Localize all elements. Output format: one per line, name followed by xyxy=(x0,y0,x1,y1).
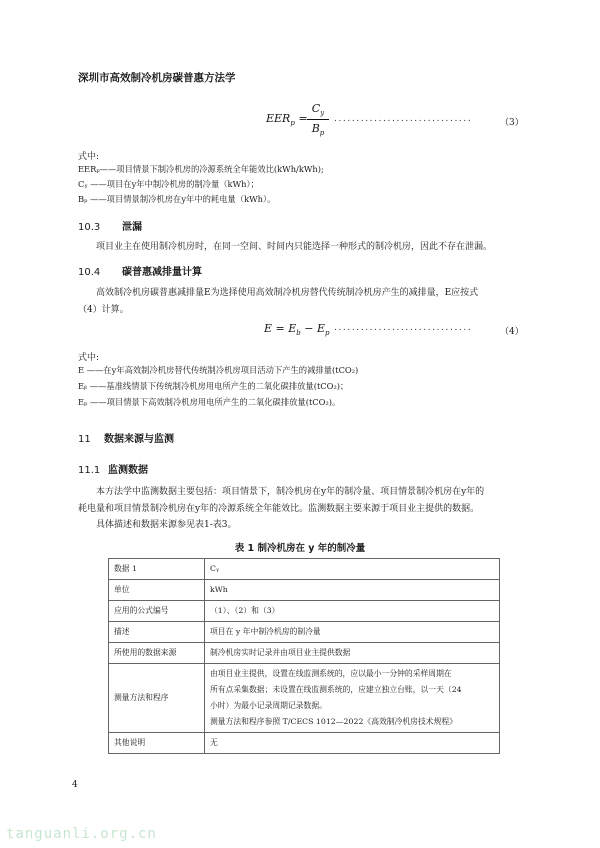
table-value: kWh xyxy=(205,580,500,601)
equation-3-dots: ............................... xyxy=(334,114,473,124)
equation-4: $E = E_b - E_p$ xyxy=(264,322,330,338)
where-line: Cᵧ ——项目在y年中制冷机房的制冷量（kWh）； xyxy=(78,179,259,189)
table-row xyxy=(109,664,500,733)
table-value: 制冷机房实时记录并由项目业主提供数据 xyxy=(205,643,500,664)
table-value-line: 测量方法和程序参照 T/CECS 1012—2022《高效制冷机房技术规程》 xyxy=(210,717,457,726)
equation-4-dots: ............................... xyxy=(334,323,473,333)
section-body: 高效制冷机房碳普惠减排量E为选择使用高效制冷机房替代传统制冷机房产生的减排量，E应按式 xyxy=(96,288,479,298)
table-value-line: 由项目业主提供，设置在线监测系统的，应以最小一分钟的采样周期在 xyxy=(210,669,452,678)
table-key: 所使用的数据来源 xyxy=(109,643,205,664)
watermark: tanguanli.org.cn xyxy=(6,826,157,842)
table-key: 其他说明 xyxy=(109,733,205,754)
where-line: E ——在y年高效制冷机房替代传统制冷机房项目活动下产生的减排量(tCO₂) xyxy=(78,365,359,375)
table-key: 测量方法和程序 xyxy=(109,664,205,733)
equation-3-lhs: $EER_p$ = xyxy=(266,112,308,128)
table-row xyxy=(109,559,500,580)
section-heading-10-3: 10.3 泄漏 xyxy=(78,222,142,233)
table-row xyxy=(109,643,500,664)
where-line: Eᵦ ——基准线情景下传统制冷机房用电所产生的二氧化碳排放量(tCO₂)； xyxy=(78,381,349,391)
page-number: 4 xyxy=(72,780,78,790)
section-body: 本方法学中监测数据主要包括：项目情景下，制冷机房在y年的制冷量、项目情景制冷机房在y年的 xyxy=(96,487,485,497)
section-heading-11: 11 数据来源与监测 xyxy=(78,434,174,445)
where-line: Bₚ ——项目情景制冷机房在y年中的耗电量（kWh）。 xyxy=(78,194,276,204)
table-row xyxy=(109,622,500,643)
where-label-1: 式中: xyxy=(78,152,100,162)
table-key: 应用的公式编号 xyxy=(109,601,205,622)
where-line: Eₚ ——项目情景下高效制冷机房用电所产生的二氧化碳排放量(tCO₂)。 xyxy=(78,397,341,407)
table-value: 无 xyxy=(205,733,500,754)
where-line: EERₚ——项目情景下制冷机房的冷源系统全年能效比(kWh/kWh); xyxy=(78,164,324,174)
table-value-line: 所有点采集数据；未设置在线监测系统的，应建立独立台账，以一天（24 xyxy=(210,685,462,694)
table-value-line: 小时）为最小记录周期记录数据。 xyxy=(210,701,327,710)
table-value: Cᵧ xyxy=(205,559,500,580)
section-heading-11-1: 11.1 监测数据 xyxy=(78,465,148,476)
section-body: 项目业主在使用制冷机房时，在同一空间、时间内只能选择一种形式的制冷机房，因此不存在泄漏。 xyxy=(96,242,493,252)
section-body: （4）计算。 xyxy=(78,305,129,315)
section-body: 具体描述和数据来源参见表1-表3。 xyxy=(96,520,237,530)
table-row xyxy=(109,733,500,754)
section-heading-10-4: 10.4 碳普惠减排量计算 xyxy=(78,267,202,278)
equation-4-number: （4） xyxy=(500,327,524,337)
where-label-2: 式中: xyxy=(78,353,100,363)
table-value xyxy=(205,664,500,733)
equation-3-fraction: $C_y$ $B_p$ xyxy=(307,102,329,137)
table-row xyxy=(109,580,500,601)
table-value: 项目在 y 年中制冷机房的制冷量 xyxy=(205,622,500,643)
table-key: 单位 xyxy=(109,580,205,601)
table-caption: 表 1 制冷机房在 y 年的制冷量 xyxy=(234,543,366,554)
equation-3-number: （3） xyxy=(500,118,524,128)
table-value: （1）、（2）和（3） xyxy=(205,601,500,622)
table-row xyxy=(109,601,500,622)
section-body: 耗电量和项目情景制冷机房在y年的冷源系统全年能效比。监测数据主要来源于项目业主提供的数据。 xyxy=(78,504,480,514)
table-key: 数据 1 xyxy=(109,559,205,580)
data-table xyxy=(108,558,500,754)
table-key: 描述 xyxy=(109,622,205,643)
running-header: 深圳市高效制冷机房碳普惠方法学 xyxy=(78,72,236,84)
